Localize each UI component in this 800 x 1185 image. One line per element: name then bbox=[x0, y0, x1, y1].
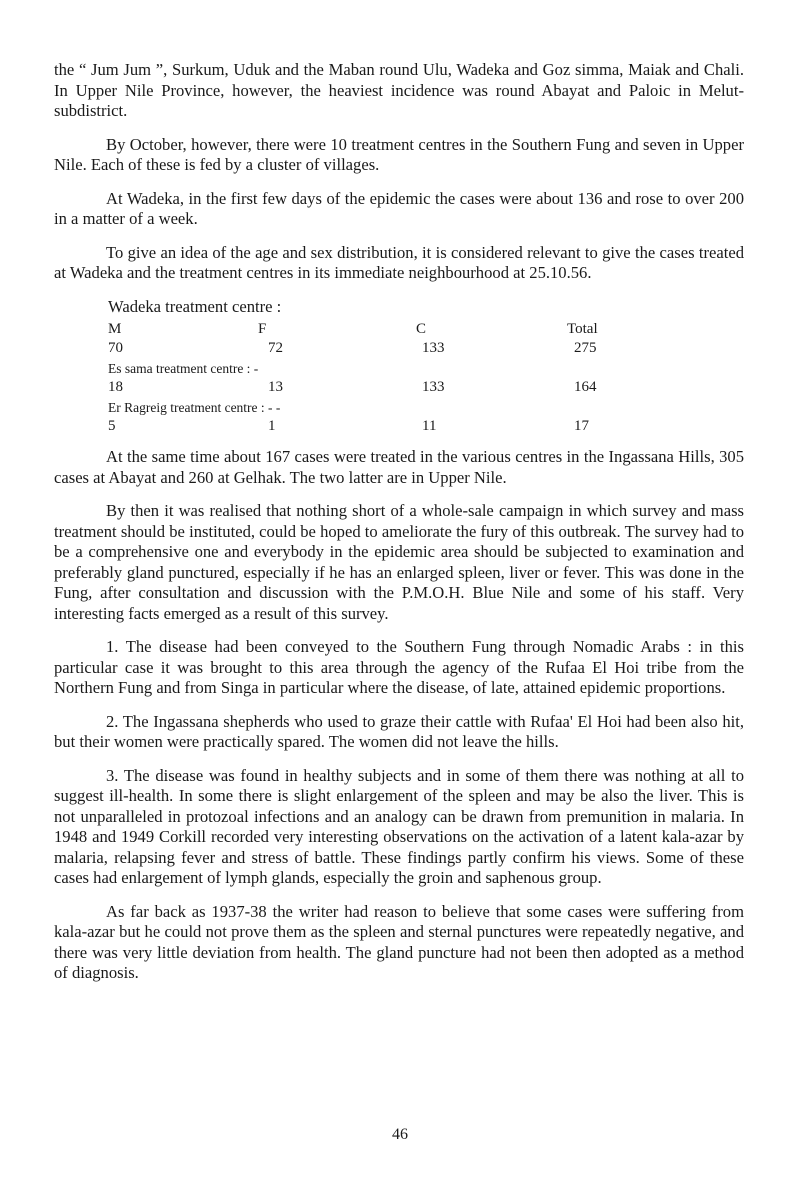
cell-total: 275 bbox=[574, 340, 597, 356]
paragraph-1: the “ Jum Jum ”, Surkum, Uduk and the Maban round Ulu, Wadeka and Goz simma, Maiak and Chali. In Upper Nile Province, however, the heaviest incidence was round Abayat and Paloic in Melut-subdistrict. bbox=[54, 60, 744, 120]
cell-f: 72 bbox=[268, 340, 283, 356]
paragraph-9: 3. The disease was found in healthy subjects and in some of them there was nothing at all to suggest ill-health. In some there is slight enlargement of the spleen and may be also the liver. This is not unparalleled in protozoal infections and an analogy can be drawn from premunition in malaria. In 1948 and 1949 Corkill recorded very interesting observations on the activation of a latent kala-azar by malaria, relapsing fever and stress of battle. These findings partly confirm his views. Some of these cases had enlargement of lymph glands, especially the groin and saphenous group. bbox=[54, 765, 744, 887]
document-page bbox=[54, 60, 744, 997]
header-f: F bbox=[258, 321, 267, 337]
paragraph-6: By then it was realised that nothing short of a whole-sale campaign in which survey and mass treatment should be instituted, could be hoped to ameliorate the fury of this outbreak. The survey had to be a comprehensive one and everybody in the epidemic area should be subjected to examination and preferably gland punctured, especially if he has an enlarged spleen, liver or fever. This was done in the Fung, after consultation and discussion with the P.M.O.H. Blue Nile and some of his staff. Very interesting facts emerged as a result of this survey. bbox=[54, 501, 744, 623]
cell-total: 17 bbox=[574, 418, 589, 434]
paragraph-5: At the same time about 167 cases were treated in the various centres in the Ingassana Hills, 305 cases at Abayat and 260 at Gelhak. The two latter are in Upper Nile. bbox=[54, 447, 744, 487]
cell-total: 164 bbox=[574, 379, 597, 395]
paragraph-4: To give an idea of the age and sex distribution, it is considered relevant to give the cases treated at Wadeka and the treatment centres in its immediate neighbourhood at 25.10.56. bbox=[54, 242, 744, 282]
table-row-label: Es sama treatment centre : - bbox=[108, 361, 259, 376]
table-row bbox=[108, 377, 744, 396]
paragraph-3: At Wadeka, in the first few days of the epidemic the cases were about 136 and rose to over 200 in a matter of a week. bbox=[54, 188, 744, 228]
table-header-row bbox=[108, 319, 744, 338]
paragraph-2: By October, however, there were 10 treatment centres in the Southern Fung and seven in Upper Nile. Each of these is fed by a cluster of villages. bbox=[54, 134, 744, 174]
cell-c: 11 bbox=[422, 418, 437, 434]
cell-m: 18 bbox=[108, 379, 123, 395]
cell-f: 1 bbox=[268, 418, 276, 434]
header-total: Total bbox=[567, 321, 598, 337]
paragraph-10: As far back as 1937-38 the writer had reason to believe that some cases were suffering from kala-azar but he could not prove them as the spleen and sternal punctures were repeatedly negative, and there was very little deviation from health. The gland puncture had not been then adopted as a method of diagnosis. bbox=[54, 901, 744, 982]
cell-m: 70 bbox=[108, 340, 123, 356]
table-row-label: Er Ragreig treatment centre : - - bbox=[108, 400, 281, 415]
table-title: Wadeka treatment centre : bbox=[108, 296, 282, 316]
table-row bbox=[108, 416, 744, 435]
table-row bbox=[108, 338, 744, 357]
paragraph-8: 2. The Ingassana shepherds who used to graze their cattle with Rufaa' El Hoi had been also hit, but their women were practically spared. The women did not leave the hills. bbox=[54, 711, 744, 751]
cell-m: 5 bbox=[108, 418, 116, 434]
header-m: M bbox=[108, 321, 122, 337]
header-c: C bbox=[416, 321, 427, 337]
cell-c: 133 bbox=[422, 340, 445, 356]
paragraph-7: 1. The disease had been conveyed to the Southern Fung through Nomadic Arabs : in this particular case it was brought to this area through the agency of the Rufaa El Hoi tribe from the Northern Fung and from Singa in particular where the disease, of late, attained epidemic proportions. bbox=[54, 637, 744, 697]
cell-f: 13 bbox=[268, 379, 283, 395]
page-number: 46 bbox=[392, 1126, 408, 1143]
cell-c: 133 bbox=[422, 379, 445, 395]
treatment-table bbox=[54, 297, 744, 448]
